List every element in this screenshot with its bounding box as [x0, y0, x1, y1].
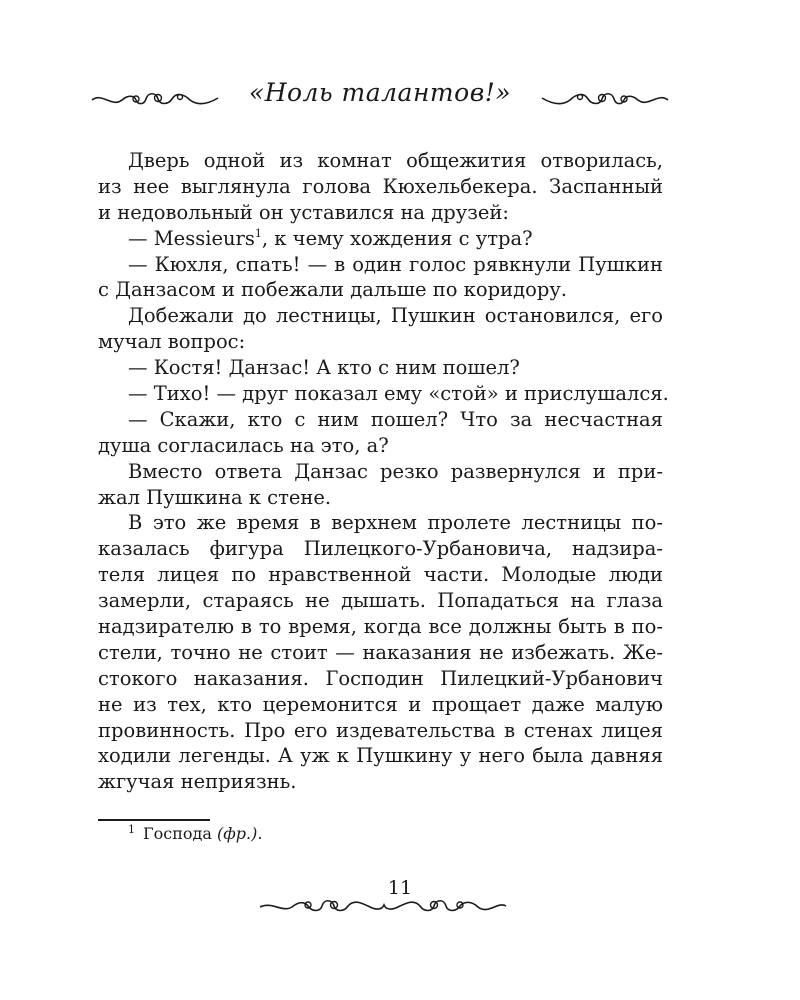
text-line: теля лицея по нравственной части. Молодые люди — [98, 563, 663, 587]
text-line: жгучая неприязнь. — [98, 770, 297, 794]
footnote-marker: 1 — [128, 823, 135, 836]
footnote-rule — [98, 819, 210, 821]
text-line: Вместо ответа Данзас резко развернулся и при- — [128, 459, 663, 483]
text-line: жал Пушкина к стене. — [98, 485, 332, 509]
footnote-gloss: (фр.) — [216, 824, 258, 843]
text-line: стели, точно не стоит — наказания не избежать. Же- — [98, 640, 663, 664]
flourish-ornament-left-icon — [90, 86, 220, 112]
text-line: душа согласилась на это, а? — [98, 433, 389, 457]
text-line: не из тех, кто церемонится и прощает даже малую — [98, 692, 663, 716]
flourish-ornament-right-icon — [540, 86, 670, 112]
footnote-end: . — [257, 824, 263, 843]
running-title: «Ноль талантов!» — [248, 78, 512, 107]
text-line: надзирателю в то время, когда все должны быть в по- — [98, 615, 663, 639]
page-number: 11 — [387, 877, 413, 899]
text-line: замерли, стараясь не дышать. Попадаться на глаза — [98, 589, 663, 613]
text-line: Добежали до лестницы, Пушкин остановился, его — [128, 304, 663, 328]
footnote — [128, 823, 262, 843]
flourish-ornament-footer-icon — [258, 893, 508, 919]
text-line: из нее выглянула голова Кюхельбекера. Заспанный — [98, 174, 663, 198]
text-line: стокого наказания. Господин Пилецкий-Урбанович — [98, 666, 663, 690]
text-line: — Кюхля, спать! — в один голос рявкнули Пушкин — [128, 252, 663, 276]
text-line: — Messieurs$^1$, к чему хождения с утра? — [128, 226, 533, 250]
text-line: Дверь одной из комнат общежития отворилась, — [128, 149, 663, 172]
text-line: и недовольный он уставился на друзей: — [98, 200, 509, 224]
running-header — [90, 78, 670, 118]
text-line: ходили легенды. А уж к Пушкину у него была давняя — [98, 744, 663, 768]
text-line: — Тихо! — друг показал ему «стой» и прислушался. — [128, 382, 669, 406]
text-line: провинность. Про его издевательства в стенах лицея — [98, 718, 663, 742]
text-line: — Скажи, кто с ним пошел? Что за несчастная — [128, 407, 663, 431]
text-line: казалась фигура Пилецкого-Урбановича, надзира- — [98, 537, 663, 561]
footnote-ref: 1 — [254, 226, 262, 240]
text-line: — Костя! Данзас! А кто с ним пошел? — [128, 356, 520, 380]
text-line: В это же время в верхнем пролете лестницы по- — [128, 511, 663, 535]
text-line: с Данзасом и побежали дальше по коридору. — [98, 278, 567, 302]
text-line: мучал вопрос: — [98, 330, 246, 354]
footnote-text: Господа — [143, 824, 212, 843]
body-text — [98, 148, 669, 795]
